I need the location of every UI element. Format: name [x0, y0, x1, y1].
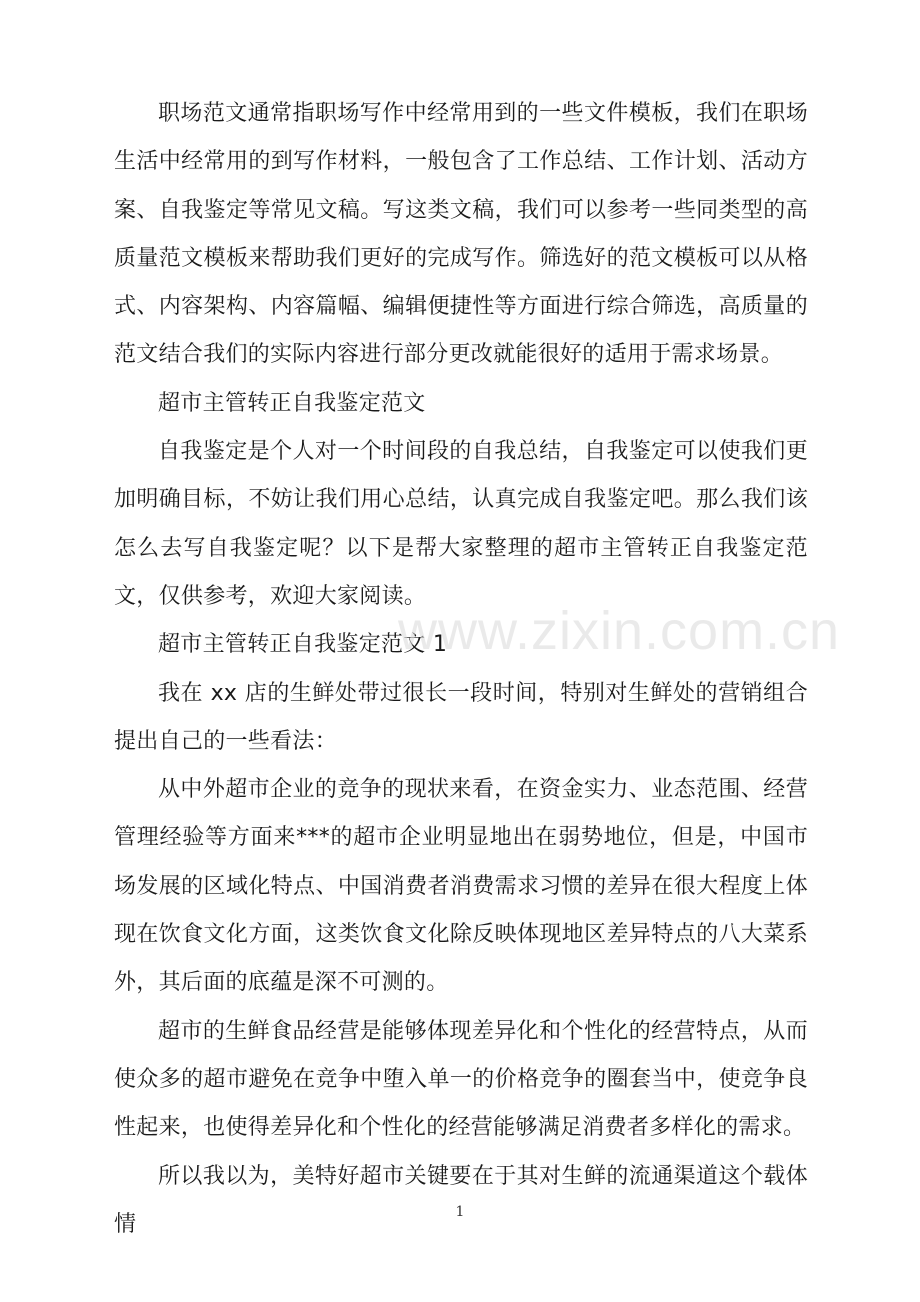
intro-paragraph: 职场范文通常指职场写作中经常用到的一些文件模板，我们在职场生活中经常用的到写作材料，一般包含了工作总结、工作计划、活动方案、自我鉴定等常见文稿。写这类文稿，我们可以参考一些同类型的高质量范文模板来帮助我们更好的完成写作。筛选好的范文模板可以从格式、内容架构、内容篇幅、编辑便捷性等方面进行综合筛选，高质量的范文结合我们的实际内容进行部分更改就能很好的适用于需求场景。 [114, 101, 808, 368]
body-paragraph: 从中外超市企业的竞争的现状来看，在资金实力、业态范围、经营管理经验等方面来***的超市企业明显地出在弱势地位，但是，中国市场发展的区域化特点、中国消费者消费需求习惯的差异在很大程度上体现在饮食文化方面，这类饮食文化除反映体现地区差异特点的八大菜系外，其后面的底蕴是深不可测的。 [114, 777, 808, 996]
body-paragraph: 所以我以为，美特好超市关键要在于其对生鲜的流通渠道这个载体情 [114, 1163, 808, 1237]
body-paragraph: 我在 xx 店的生鲜处带过很长一段时间，特别对生鲜处的营销组合提出自己的一些看法： [114, 680, 808, 754]
body-paragraph: 超市的生鲜食品经营是能够体现差异化和个性化的经营特点，从而使众多的超市避免在竞争中堕入单一的价格竞争的圈套当中，使竞争良性起来，也使得差异化和个性化的经营能够满足消费者多样化的需求。 [114, 1018, 808, 1141]
document-body [114, 90, 808, 1249]
body-paragraph: 自我鉴定是个人对一个时间段的自我总结，自我鉴定可以使我们更加明确目标，不妨让我们用心总结，认真完成自我鉴定吧。那么我们该怎么去写自我鉴定呢？以下是帮大家整理的超市主管转正自我鉴定范文，仅供参考，欢迎大家阅读。 [114, 439, 808, 609]
section-title: 超市主管转正自我鉴定范文 [158, 390, 426, 416]
watermark: www.zixin.com.cn [398, 601, 841, 661]
page-number: 1 [455, 1204, 465, 1220]
subsection-title: 超市主管转正自我鉴定范文 1 [158, 632, 448, 658]
